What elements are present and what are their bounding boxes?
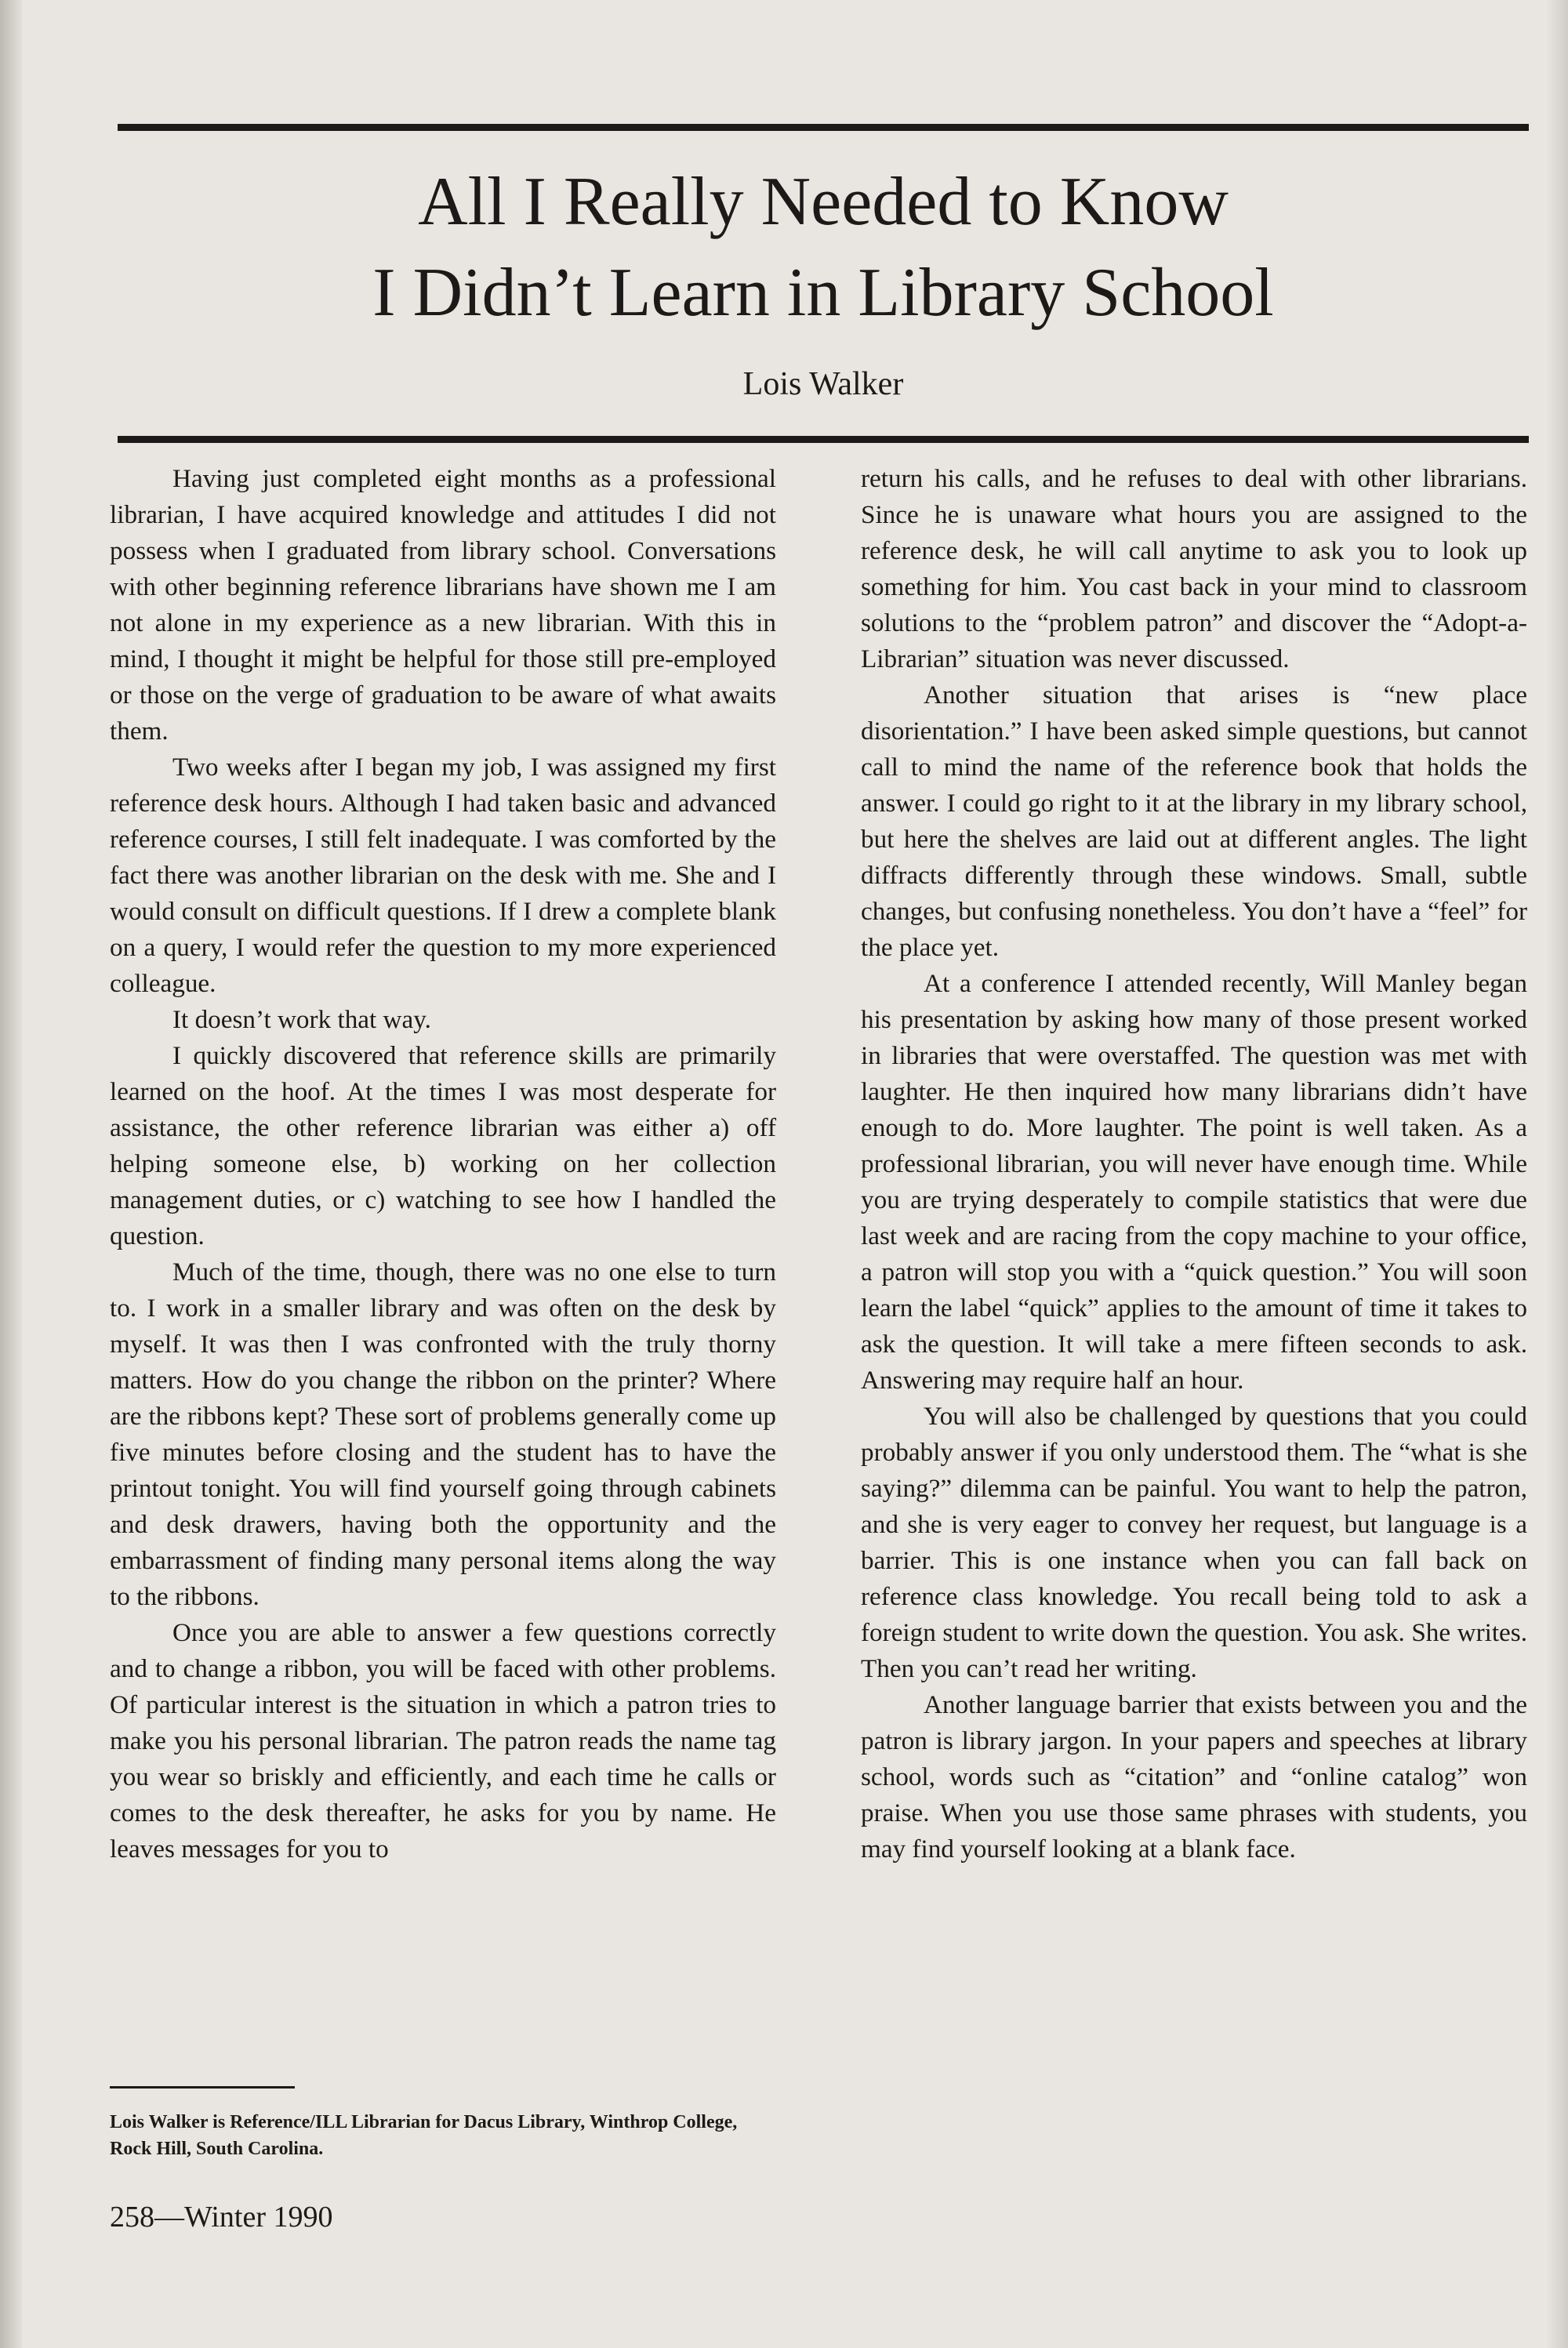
paragraph: Another situation that arises is “new place disorientation.” I have been asked simple questions, but cannot call to mind the name of the reference book that holds the answer. I could go right to it at the library in my library school, but here the shelves are laid out at different angles. The light diffracts differently through these windows. Small, subtle changes, but confusing nonetheless. You don’t have a “feel” for the place yet. [861,680,1527,962]
paragraph: Another language barrier that exists between you and the patron is library jargon. In your papers and speeches at library school, words such as “citation” and “online catalog” won praise. When you use those same phrases with students, you may find yourself looking at a blank face. [861,1690,1527,1864]
title-line-1: All I Really Needed to Know [418,164,1229,240]
title-top-rule [118,124,1529,131]
page-spine-shadow [0,0,22,2348]
author-footnote: Lois Walker is Reference/ILL Librarian for Dacus Library, Winthrop College, Rock Hill, South Carolina. [110,2112,738,2159]
paragraph: Having just completed eight months as a professional librarian, I have acquired knowledge and attitudes I did not possess when I graduated from library school. Conversations with other beginning reference librarians have shown me I am not alone in my experience as a new librarian. With this in mind, I thought it might be helpful for those still pre-employed or those on the verge of graduation to be aware of what awaits them. [110,464,776,746]
right-column [861,461,1527,1867]
article-author: Lois Walker [742,366,904,402]
article-title [118,157,1529,339]
paragraph: At a conference I attended recently, Will Manley began his presentation by asking how many of those present worked in libraries that were overstaffed. The question was met with laughter. He then inquired how many librarians didn’t have enough to do. More laughter. The point is well taken. As a professional librarian, you will never have enough time. While you are trying desperately to compile statistics that were due last week and are racing from the copy machine to your office, a patron will stop you with a “quick question.” You will soon learn the label “quick” applies to the amount of time it takes to ask the question. It will take a mere fifteen seconds to ask. Answering may require half an hour. [861,969,1527,1395]
left-column [110,461,776,1867]
paragraph-continuation: return his calls, and he refuses to deal with other librarians. Since he is unaware what hours you are assigned to the reference desk, he will call anytime to ask you to look up something for him. You cast back in your mind to classroom solutions to the “problem patron” and discover the “Adopt-a-Librarian” situation was never discussed. [861,464,1527,673]
paragraph: Two weeks after I began my job, I was assigned my first reference desk hours. Although I had taken basic and advanced reference courses, I still felt inadequate. I was comforted by the fact there was another librarian on the desk with me. She and I would consult on difficult questions. If I drew a complete blank on a query, I would refer the question to my more experienced colleague. [110,753,776,998]
page-edge-shadow [1544,0,1568,2348]
footnote-rule [110,2086,295,2089]
paragraph: I quickly discovered that reference skills are primarily learned on the hoof. At the times I was most desperate for assistance, the other reference librarian was either a) off helping someone else, b) working on her collection management duties, or c) watching to see how I handled the question. [110,1041,776,1250]
page-folio: 258—Winter 1990 [110,2201,333,2234]
paragraph: Once you are able to answer a few questions correctly and to change a ribbon, you will be faced with other problems. Of particular interest is the situation in which a patron tries to make you his personal librarian. The patron reads the name tag you wear so briskly and efficiently, and each time he calls or comes to the desk thereafter, he asks for you by name. He leaves messages for you to [110,1618,776,1864]
title-bottom-rule [118,436,1529,443]
title-line-2: I Didn’t Learn in Library School [372,255,1274,331]
paragraph: It doesn’t work that way. [172,1005,431,1034]
paragraph: Much of the time, though, there was no one else to turn to. I work in a smaller library and was often on the desk by myself. It was then I was confronted with the truly thorny matters. How do you change the ribbon on the printer? Where are the ribbons kept? These sort of problems generally come up five minutes before closing and the student has to have the printout tonight. You will find yourself going through cabinets and desk drawers, having both the opportunity and the embarrassment of finding many personal items along the way to the ribbons. [110,1257,776,1611]
paragraph: You will also be challenged by questions that you could probably answer if you only understood them. The “what is she saying?” dilemma can be painful. You want to help the patron, and she is very eager to convey her request, but language is a barrier. This is one instance when you can fall back on reference class knowledge. You recall being told to ask a foreign student to write down the question. You ask. She writes. Then you can’t read her writing. [861,1402,1527,1683]
